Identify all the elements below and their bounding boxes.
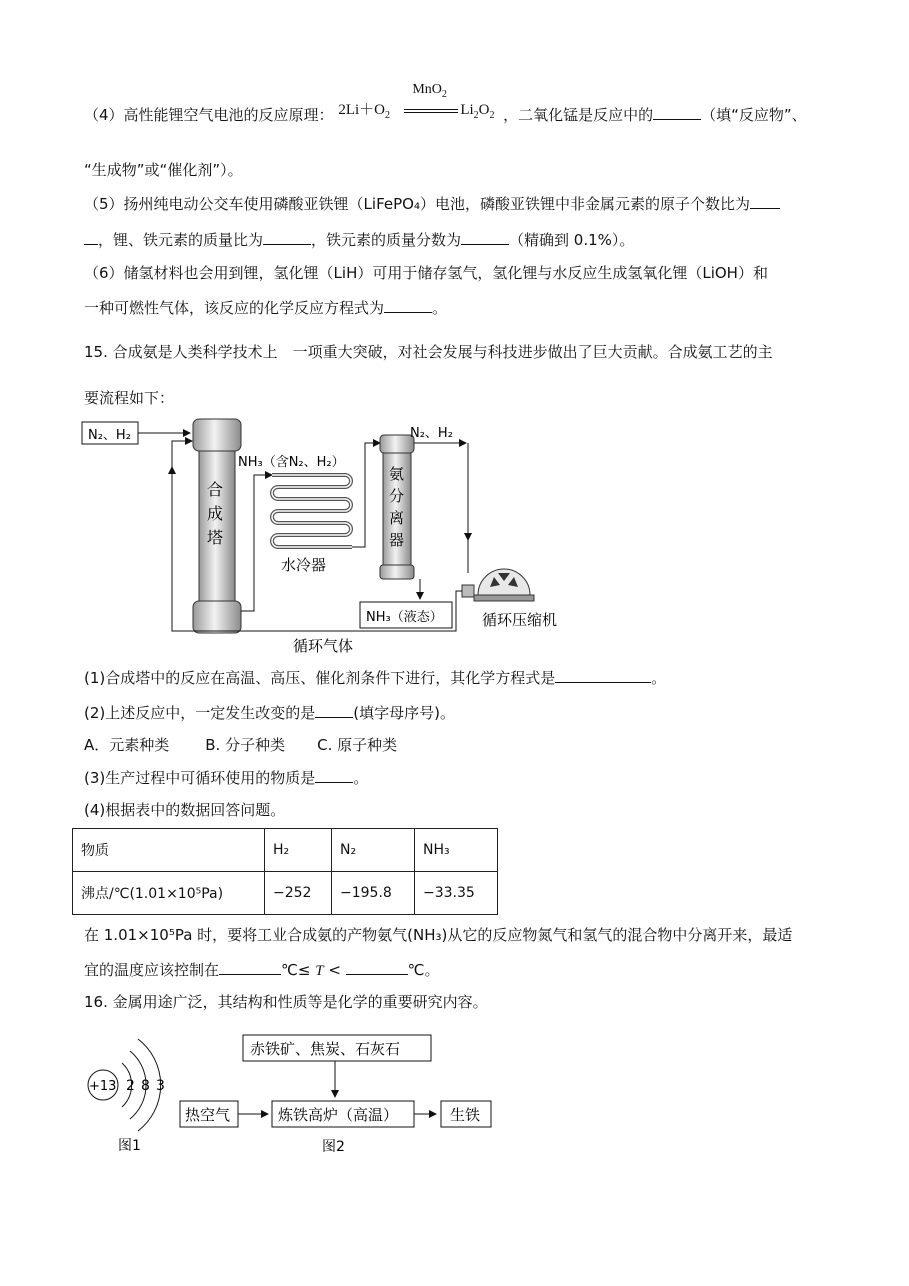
synthesis-tower-bottom (193, 601, 241, 633)
pig-iron-label: 生铁 (450, 1106, 481, 1124)
mix-label: NH₃（含N₂、H₂） (238, 455, 345, 470)
q14-part4-line1: （4）高性能锂空气电池的反应原理： $2Li+O_2$ MnO$_2$ $Li_2O_2$ ，二氧化锰是反应中的 （填“反应物”、 (84, 82, 807, 124)
table-row (73, 872, 498, 915)
table-cell: H₂ (265, 829, 332, 872)
answer-blank[interactable] (263, 230, 311, 245)
tower-outlet-pipe (241, 475, 268, 611)
equation-arrow-line (404, 109, 458, 113)
separator-label-1: 氨 (389, 465, 405, 483)
separator-label-2: 分 (389, 487, 405, 505)
answer-blank[interactable] (346, 960, 408, 975)
liquid-ammonia-label: NH₃（液态） (366, 610, 443, 625)
q15-sub3: (3)生产过程中可循环使用的物质是 。 (84, 769, 369, 787)
figure1-caption: 图1 (118, 1138, 141, 1154)
q14-part4-line2: “生成物”或“催化剂”）。 (84, 161, 243, 179)
answer-blank[interactable] (219, 960, 281, 975)
q14-part5-line1: （5）扬州纯电动公交车使用磷酸亚铁锂（LiFePO₄）电池，磷酸亚铁锂中非金属元素的原子个数比为 (84, 194, 780, 214)
answer-blank[interactable] (653, 105, 701, 120)
synthesis-tower (199, 451, 235, 601)
compressor-base (474, 595, 534, 601)
table-cell: N₂ (332, 829, 415, 872)
recycle-compressor (478, 569, 530, 595)
table-cell: −195.8 (332, 872, 415, 915)
q15-intro-line1: 15. 合成氨是人类科学技术上 一项重大突破，对社会发展与科技进步做出了巨大贡献。合成氨工艺的主 (84, 343, 773, 361)
separator-top (380, 435, 414, 453)
table-cell: −252 (265, 872, 332, 915)
option-c[interactable]: C. 原子种类 (317, 736, 398, 754)
top-gas-label: N₂、H₂ (410, 426, 453, 441)
shell-electrons-1: 2 (126, 1078, 135, 1094)
nucleus-label: +13 (89, 1079, 117, 1094)
cooler-label: 水冷器 (281, 556, 327, 574)
q14-part6-line1: （6）储氢材料也会用到锂，氢化锂（LiH）可用于储存氢气，氢化锂与水反应生成氢氧化锂（LiOH）和 (84, 264, 768, 282)
blast-furnace-label: 炼铁高炉（高温） (278, 1106, 399, 1124)
figure2-caption: 图2 (322, 1139, 345, 1155)
q15-intro-line2: 要流程如下： (84, 389, 175, 407)
q14-part5-line2: ，锂、铁元素的质量比为 ，铁元素的质量分数为 （精确到 0.1%）。 (84, 230, 634, 250)
raw-materials-label: 赤铁矿、焦炭、石灰石 (250, 1040, 401, 1058)
separator-bottom (380, 565, 414, 579)
answer-blank[interactable] (461, 230, 509, 245)
compressor-valve (462, 585, 474, 597)
table-cell: 物质 (73, 829, 265, 872)
answer-blank[interactable] (315, 703, 353, 718)
tower-label-3: 塔 (207, 528, 224, 547)
shell-electrons-2: 8 (141, 1078, 150, 1094)
compressor-label: 循环压缩机 (482, 611, 558, 629)
separator-label-3: 离 (389, 509, 405, 527)
table-header-row (73, 829, 498, 872)
recycle-gas-label: 循环气体 (293, 637, 354, 655)
q16-figures (0, 1025, 909, 1175)
answer-blank[interactable] (750, 194, 780, 209)
q15-sub2: (2)上述反应中，一定发生改变的是 (填字母序号)。 (84, 704, 455, 722)
synthesis-tower-top (193, 419, 241, 451)
answer-blank[interactable] (384, 298, 432, 313)
equation: $2Li+O_2$ MnO$_2$ $Li_2O_2$ (338, 82, 495, 121)
answer-blank[interactable] (555, 668, 651, 683)
q15-after-table-line1: 在 1.01×10⁵Pa 时，要将工业合成氨的产物氨气(NH₃)从它的反应物氮气和氢气的混合物中分离开来，最适 (84, 926, 793, 944)
tower-label-1: 合 (207, 480, 224, 499)
tower-label-2: 成 (207, 504, 224, 523)
option-b[interactable]: B. 分子种类 (205, 736, 286, 754)
table-cell: NH₃ (415, 829, 498, 872)
q15-sub4: (4)根据表中的数据回答问题。 (84, 801, 286, 819)
q15-options (84, 735, 397, 755)
q16-intro: 16. 金属用途广泛，其结构和性质等是化学的重要研究内容。 (84, 993, 488, 1011)
separator-label-4: 器 (389, 531, 405, 549)
q15-sub1: (1)合成塔中的反应在高温、高压、催化剂条件下进行，其化学方程式是 。 (84, 669, 667, 687)
table-cell: 沸点/℃(1.01×10⁵Pa) (73, 872, 265, 915)
answer-blank[interactable] (315, 768, 353, 783)
shell-electrons-3: 3 (156, 1078, 165, 1094)
recycle-join-pipe (172, 441, 186, 467)
answer-blank[interactable] (84, 230, 98, 245)
equation-catalyst: MnO$_2$ (412, 82, 447, 100)
q14-part6-line2: 一种可燃性气体，该反应的化学反应方程式为 。 (84, 299, 448, 317)
cooler-outlet-pipe (352, 443, 376, 547)
hot-air-label: 热空气 (185, 1106, 231, 1124)
ammonia-process-diagram (0, 415, 909, 675)
table-cell: −33.35 (415, 872, 498, 915)
q15-after-table-line2: 宜的温度应该控制在 ℃≤ T < ℃。 (84, 961, 440, 979)
feed-label: N₂、H₂ (88, 428, 131, 443)
option-a[interactable]: A．元素种类 (84, 736, 170, 754)
boiling-point-table (72, 828, 498, 915)
